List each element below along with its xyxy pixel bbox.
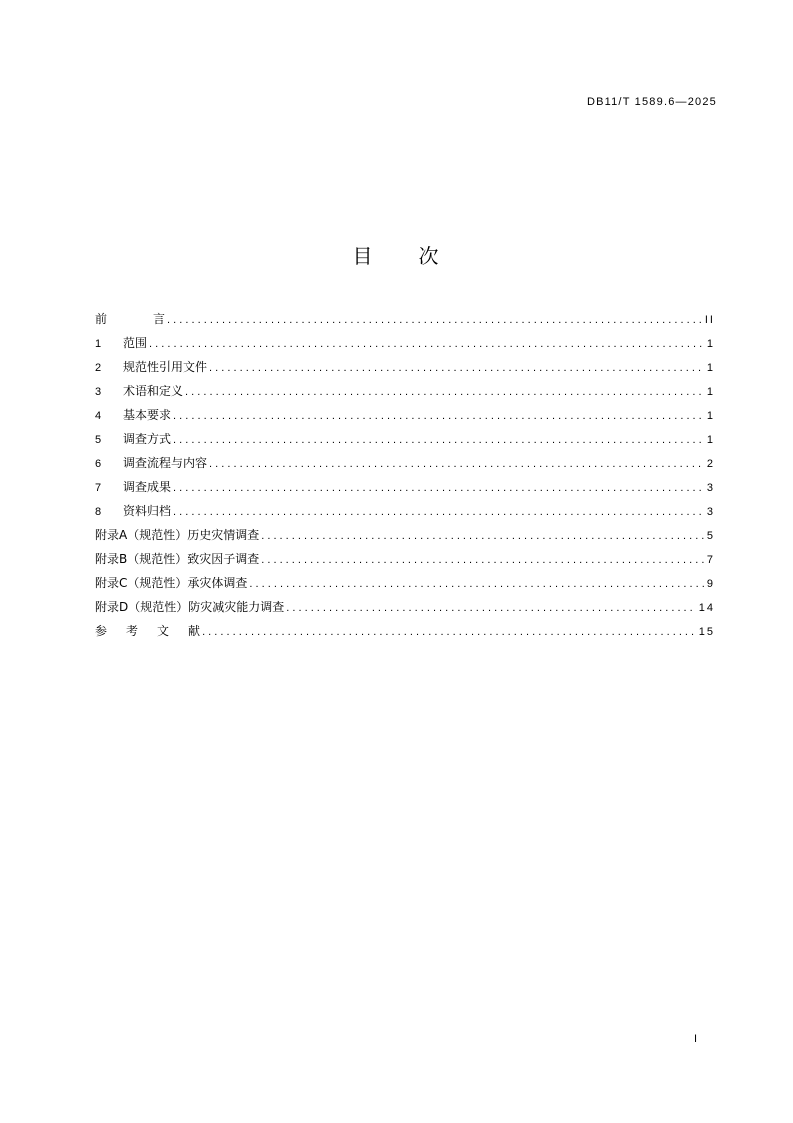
toc-entry-page: 3 [706,506,715,518]
toc-entry-page: II [704,314,715,326]
toc-entry-number: 6 [95,458,102,470]
toc-leader-dots [173,434,704,446]
toc-entry-appendix-b[interactable] [95,550,715,574]
toc-entry-label: 附录C（规范性）承灾体调查 [95,576,248,590]
toc-entry-2[interactable] [95,358,715,382]
toc-entry-page: 3 [706,482,715,494]
toc-leader-dots [173,410,704,422]
toc-entry-page: 1 [706,410,715,422]
toc-entry-page: 2 [706,458,715,470]
toc-entry-7[interactable] [95,478,715,502]
toc-leader-dots [249,578,703,590]
toc-leader-dots [173,506,704,518]
toc-leader-dots [261,554,704,566]
toc-entry-page: 1 [706,338,715,350]
page-number: I [693,1033,697,1045]
toc-entry-label: 规范性引用文件 [123,360,208,374]
toc-entry-number: 5 [95,434,102,446]
toc-entry-number: 4 [95,410,102,422]
toc-entry-label: 调查方式 [123,432,172,446]
toc-entry-6[interactable] [95,454,715,478]
toc-leader-dots [149,338,704,350]
toc-entry-page: 1 [706,386,715,398]
table-of-contents [95,310,715,646]
toc-leader-dots [286,602,696,614]
toc-entry-page: 1 [706,362,715,374]
toc-entry-label: 范围 [123,336,148,350]
toc-entry-1[interactable] [95,334,715,358]
toc-entry-page: 1 [706,434,715,446]
title-char-2: 次 [418,244,441,268]
toc-entry-appendix-c[interactable] [95,574,715,598]
toc-leader-dots [185,386,704,398]
toc-entry-page: 14 [698,602,715,614]
toc-entry-appendix-a[interactable] [95,526,715,550]
toc-entry-5[interactable] [95,430,715,454]
toc-entry-number: 1 [95,338,102,350]
toc-entry-label: 附录A（规范性）历史灾情调查 [95,528,260,542]
toc-entry-label: 术语和定义 [123,384,184,398]
toc-entry-label: 前 言 [95,312,166,326]
toc-leader-dots [167,314,702,326]
toc-entry-8[interactable] [95,502,715,526]
toc-entry-number: 2 [95,362,102,374]
toc-entry-appendix-d[interactable] [95,598,715,622]
toc-entry-label: 调查流程与内容 [123,456,208,470]
toc-leader-dots [173,482,704,494]
toc-leader-dots [209,458,704,470]
toc-entry-label: 参 考 文 献 [95,624,201,638]
page-title [0,240,793,269]
toc-leader-dots [209,362,704,374]
toc-entry-label: 附录B（规范性）致灾因子调查 [95,552,260,566]
toc-entry-label: 附录D（规范性）防灾减灾能力调查 [95,600,285,614]
toc-leader-dots [261,530,704,542]
toc-entry-number: 8 [95,506,102,518]
toc-entry-3[interactable] [95,382,715,406]
toc-entry-label: 资料归档 [123,504,172,518]
toc-entry-page: 7 [706,554,715,566]
toc-entry-label: 基本要求 [123,408,172,422]
document-code: DB11/T 1589.6—2025 [586,96,717,108]
toc-entry-references[interactable] [95,622,715,646]
toc-entry-page: 9 [706,578,715,590]
toc-entry-number: 3 [95,386,102,398]
toc-entry-foreword[interactable] [95,310,715,334]
toc-entry-page: 5 [706,530,715,542]
toc-entry-number: 7 [95,482,102,494]
title-char-1: 目 [352,244,375,268]
toc-leader-dots [202,626,696,638]
toc-entry-4[interactable] [95,406,715,430]
toc-entry-page: 15 [698,626,715,638]
toc-entry-label: 调查成果 [123,480,172,494]
